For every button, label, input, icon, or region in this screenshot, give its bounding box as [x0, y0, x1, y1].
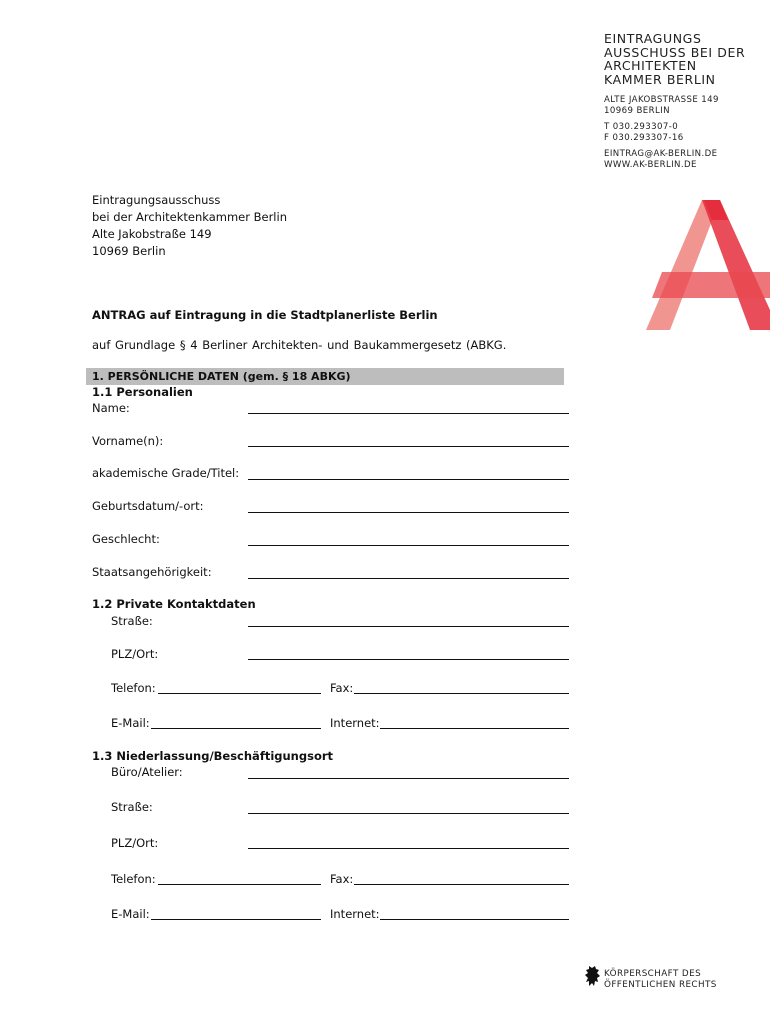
berlin-bear-icon	[584, 964, 602, 988]
vorname-field[interactable]	[248, 446, 569, 447]
private-internet-field[interactable]	[380, 728, 569, 729]
geburtsdatum-label: Geburtsdatum/-ort:	[92, 499, 204, 513]
private-telefon-label: Telefon:	[111, 681, 156, 695]
geschlecht-label: Geschlecht:	[92, 532, 160, 546]
private-telefon-field[interactable]	[158, 693, 321, 694]
org-fax: F 030.293307-16	[604, 132, 684, 143]
buero-fax-field[interactable]	[354, 884, 569, 885]
org-name-line: KAMMER BERLIN	[604, 71, 716, 87]
org-name-line: EINTRAGUNGS	[604, 31, 702, 46]
footer-text	[604, 969, 717, 991]
org-name-line: AUSSCHUSS BEI DER	[604, 44, 746, 60]
geschlecht-field[interactable]	[248, 545, 569, 546]
org-email: EINTRAG@AK-BERLIN.DE	[604, 149, 718, 159]
private-fax-field[interactable]	[354, 693, 569, 694]
private-strasse-field[interactable]	[248, 626, 569, 627]
titel-label: akademische Grade/Titel:	[92, 466, 240, 480]
footer-line: ÖFFENTLICHEN RECHTS	[604, 980, 717, 990]
private-internet-label: Internet:	[330, 716, 380, 730]
org-street: ALTE JAKOBSTRASSE 149	[604, 95, 719, 105]
staatsangehoerigkeit-label: Staatsangehörigkeit:	[92, 565, 212, 579]
buero-plz-label: PLZ/Ort:	[111, 836, 159, 850]
org-phone: T 030.293307-0	[604, 122, 679, 132]
buero-telefon-label: Telefon:	[111, 872, 156, 886]
org-name	[604, 32, 764, 86]
staatsangehoerigkeit-field[interactable]	[248, 578, 569, 579]
buero-internet-field[interactable]	[380, 919, 569, 920]
org-contact	[604, 95, 764, 170]
form-title: ANTRAG auf Eintragung in die Stadtplanerliste Berlin	[92, 308, 438, 322]
buero-field[interactable]	[248, 778, 569, 779]
architektenkammer-logo-icon	[640, 196, 770, 330]
org-city: 10969 BERLIN	[604, 105, 670, 116]
recipient-line: bei der Architektenkammer Berlin	[92, 210, 287, 224]
buero-label: Büro/Atelier:	[111, 765, 183, 779]
buero-fax-label: Fax:	[330, 872, 354, 886]
kontaktdaten-heading: 1.2 Private Kontaktdaten	[92, 597, 256, 611]
private-email-label: E-Mail:	[111, 716, 150, 730]
section-1-heading: 1. PERSÖNLICHE DATEN (gem. § 18 ABKG)	[92, 370, 351, 383]
private-plz-label: PLZ/Ort:	[111, 647, 159, 661]
footer-line: KÖRPERSCHAFT DES	[604, 969, 702, 979]
recipient-line: Alte Jakobstraße 149	[92, 227, 212, 241]
buero-telefon-field[interactable]	[158, 884, 321, 885]
geburtsdatum-field[interactable]	[248, 512, 569, 513]
buero-strasse-field[interactable]	[248, 813, 569, 814]
org-website: WWW.AK-BERLIN.DE	[604, 159, 697, 170]
form-subtitle: auf Grundlage § 4 Berliner Architekten- und Baukammergesetz (ABKG.	[92, 338, 507, 352]
buero-internet-label: Internet:	[330, 907, 380, 921]
titel-field[interactable]	[248, 479, 569, 480]
recipient-line: 10969 Berlin	[92, 244, 166, 258]
name-field[interactable]	[248, 413, 569, 414]
buero-plz-field[interactable]	[248, 848, 569, 849]
personalien-heading: 1.1 Personalien	[92, 385, 193, 399]
private-strasse-label: Straße:	[111, 614, 153, 628]
name-label: Name:	[92, 401, 130, 415]
buero-strasse-label: Straße:	[111, 800, 153, 814]
recipient-line: Eintragungsausschuss	[92, 193, 221, 207]
private-plz-field[interactable]	[248, 659, 569, 660]
private-email-field[interactable]	[151, 728, 321, 729]
niederlassung-heading: 1.3 Niederlassung/Beschäftigungsort	[92, 749, 334, 763]
buero-email-label: E-Mail:	[111, 907, 150, 921]
vorname-label: Vorname(n):	[92, 434, 164, 448]
private-fax-label: Fax:	[330, 681, 354, 695]
org-name-line: ARCHITEKTEN	[604, 58, 697, 73]
buero-email-field[interactable]	[151, 919, 321, 920]
recipient-address	[92, 192, 287, 260]
